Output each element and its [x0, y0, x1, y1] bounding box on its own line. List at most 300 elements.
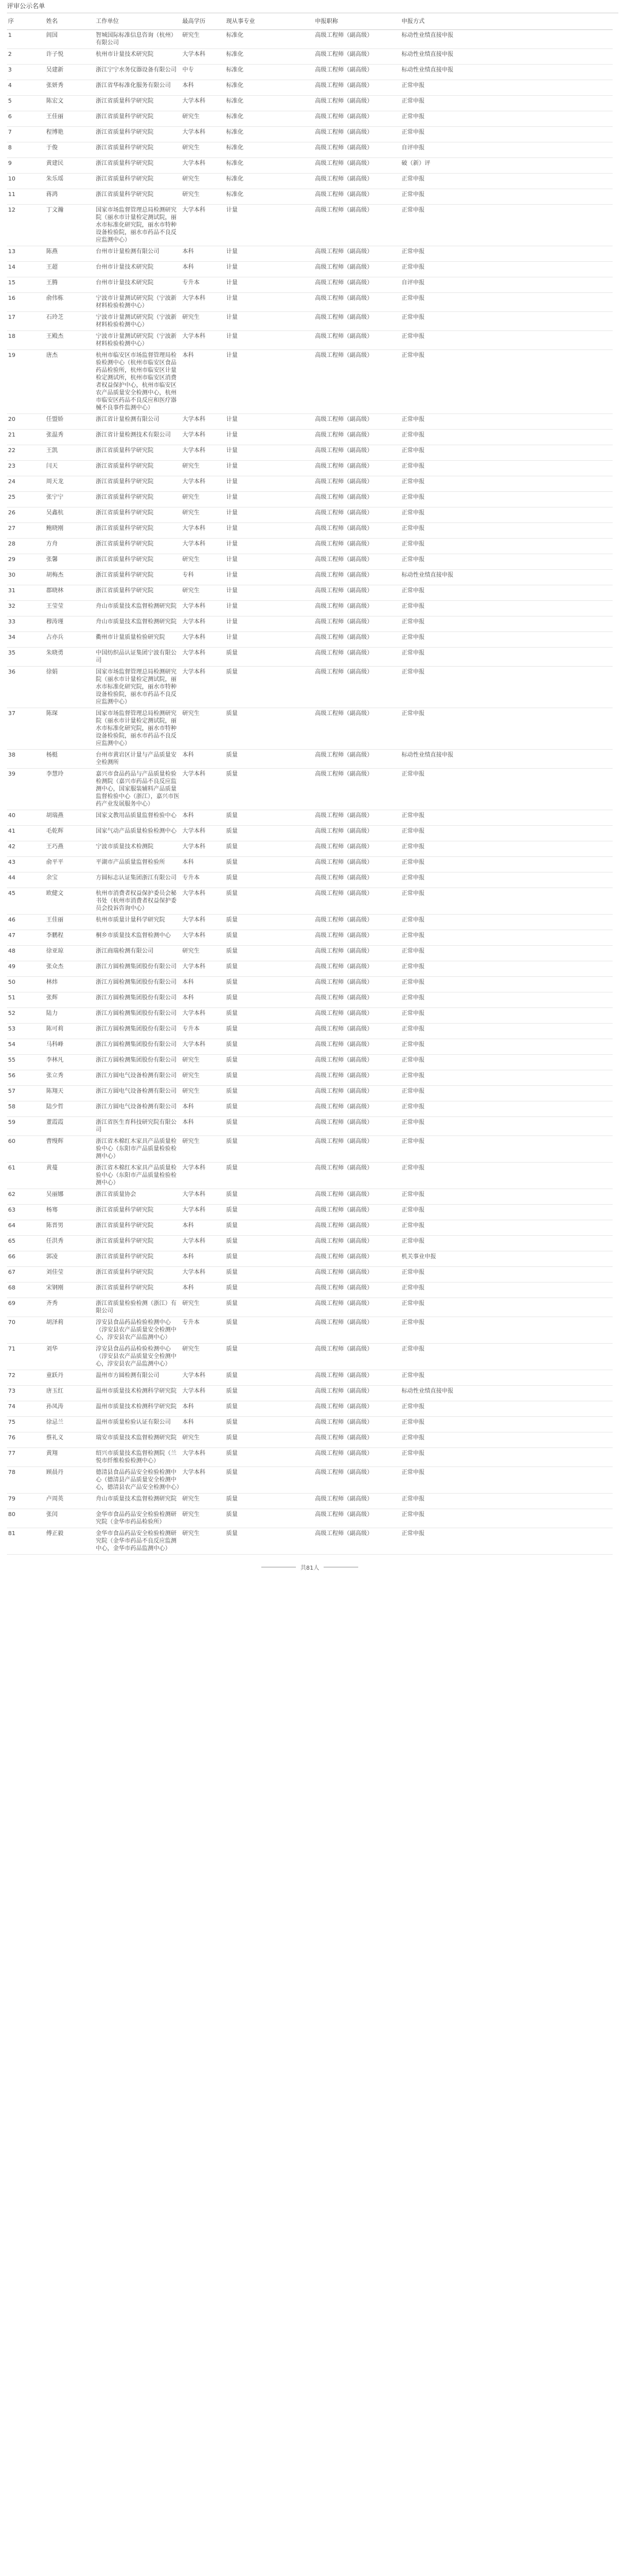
cell-specialty: 质量	[225, 915, 314, 930]
table-row	[7, 507, 613, 523]
cell-employer: 浙江方圆检测集团股份有限公司	[95, 961, 181, 977]
cell-education: 大学本科	[181, 1039, 225, 1055]
cell-index: 79	[7, 1494, 45, 1509]
table-row	[7, 1432, 613, 1448]
table-row	[7, 570, 613, 585]
cell-method: 正常申报	[400, 961, 613, 977]
cell-education: 大学本科	[181, 1448, 225, 1467]
cell-index: 67	[7, 1267, 45, 1283]
cell-employer: 浙江商瑞检测有限公司	[95, 946, 181, 961]
cell-name: 闫天	[45, 461, 95, 476]
cell-specialty: 质量	[225, 1024, 314, 1039]
cell-method: 正常申报	[400, 293, 613, 312]
cell-name: 徐亚琼	[45, 946, 95, 961]
cell-index: 45	[7, 888, 45, 915]
cell-method: 机关事业申报	[400, 1251, 613, 1267]
cell-education: 本科	[181, 750, 225, 769]
cell-index: 64	[7, 1220, 45, 1236]
cell-index: 24	[7, 476, 45, 492]
cell-employer: 浙江省质量科学研究院	[95, 1283, 181, 1298]
cell-index: 10	[7, 174, 45, 189]
col-header-method: 申报方式	[400, 13, 613, 30]
cell-education: 研究生	[181, 554, 225, 570]
total-count: 共81人	[300, 1565, 320, 1571]
cell-name: 陈翔天	[45, 1086, 95, 1101]
table-row	[7, 111, 613, 127]
cell-education: 本科	[181, 1401, 225, 1417]
cell-education: 大学本科	[181, 523, 225, 539]
cell-method: 正常申报	[400, 1070, 613, 1086]
cell-education: 专升本	[181, 1024, 225, 1039]
cell-index: 81	[7, 1528, 45, 1555]
cell-method: 正常申报	[400, 492, 613, 507]
cell-specialty: 质量	[225, 769, 314, 810]
cell-method: 正常申报	[400, 708, 613, 750]
cell-education: 研究生	[181, 142, 225, 158]
cell-title: 高级工程师（副高级）	[314, 1189, 400, 1205]
cell-index: 51	[7, 992, 45, 1008]
cell-method: 正常申报	[400, 174, 613, 189]
cell-education: 研究生	[181, 189, 225, 205]
cell-education: 本科	[181, 1417, 225, 1432]
table-row	[7, 1163, 613, 1189]
cell-title: 高级工程师（副高级）	[314, 277, 400, 293]
cell-specialty: 质量	[225, 841, 314, 857]
cell-title: 高级工程师（副高级）	[314, 1448, 400, 1467]
cell-education: 专科	[181, 570, 225, 585]
cell-index: 72	[7, 1370, 45, 1386]
cell-specialty: 标准化	[225, 111, 314, 127]
cell-employer: 绍兴市质量技术监督检测院（兰悦市纤维检验检测中心）	[95, 1448, 181, 1467]
cell-title: 高级工程师（副高级）	[314, 632, 400, 648]
cell-title: 高级工程师（副高级）	[314, 1163, 400, 1189]
cell-title: 高级工程师（副高级）	[314, 601, 400, 616]
cell-name: 董霞霞	[45, 1117, 95, 1136]
cell-method: 正常申报	[400, 1136, 613, 1163]
cell-education: 大学本科	[181, 476, 225, 492]
table-row	[7, 616, 613, 632]
cell-index: 17	[7, 312, 45, 331]
cell-education: 研究生	[181, 1528, 225, 1555]
table-row	[7, 312, 613, 331]
table-row	[7, 1370, 613, 1386]
cell-specialty: 计量	[225, 205, 314, 246]
cell-name: 陈琛	[45, 708, 95, 750]
cell-name: 俞平平	[45, 857, 95, 873]
cell-employer: 浙江方圆检测集团股份有限公司	[95, 1008, 181, 1024]
table-row	[7, 1267, 613, 1283]
cell-title: 高级工程师（副高级）	[314, 189, 400, 205]
cell-education: 大学本科	[181, 1370, 225, 1386]
cell-employer: 淳安县食品药品检验检测中心（淳安县农产品质量安全检测中心，淳安县农产品监测中心）	[95, 1317, 181, 1344]
table-row	[7, 667, 613, 708]
table-row	[7, 49, 613, 65]
cell-name: 张妍秀	[45, 80, 95, 96]
table-header-row	[7, 13, 613, 30]
cell-specialty: 质量	[225, 1236, 314, 1251]
cell-specialty: 质量	[225, 1317, 314, 1344]
cell-index: 43	[7, 857, 45, 873]
cell-education: 本科	[181, 857, 225, 873]
cell-education: 本科	[181, 1220, 225, 1236]
cell-education: 大学本科	[181, 430, 225, 445]
cell-title: 高级工程师（副高级）	[314, 1494, 400, 1509]
cell-method: 正常申报	[400, 1298, 613, 1317]
cell-specialty: 计量	[225, 293, 314, 312]
cell-method: 正常申报	[400, 414, 613, 430]
cell-name: 李慧玲	[45, 769, 95, 810]
cell-specialty: 计量	[225, 616, 314, 632]
cell-title: 高级工程师（副高级）	[314, 1417, 400, 1432]
cell-index: 47	[7, 930, 45, 946]
cell-education: 大学本科	[181, 841, 225, 857]
cell-employer: 浙江省质量科学研究院	[95, 570, 181, 585]
cell-education: 研究生	[181, 507, 225, 523]
cell-title: 高级工程师（副高级）	[314, 174, 400, 189]
cell-method: 正常申报	[400, 554, 613, 570]
cell-employer: 瑞安市质量技术监督检测研究院	[95, 1432, 181, 1448]
cell-method: 正常申报	[400, 246, 613, 262]
cell-name: 蒋鸿	[45, 189, 95, 205]
cell-specialty: 计量	[225, 539, 314, 554]
cell-index: 26	[7, 507, 45, 523]
cell-employer: 国家市场监督管理总局检测研究院（丽水市计量检定测试院，丽水市标准化研究院，丽水市特种设备检验院，丽水市药品不良反应监测中心）	[95, 667, 181, 708]
cell-title: 高级工程师（副高级）	[314, 1251, 400, 1267]
cell-name: 吴鑫杭	[45, 507, 95, 523]
cell-education: 大学本科	[181, 667, 225, 708]
cell-title: 高级工程师（副高级）	[314, 1086, 400, 1101]
cell-employer: 宁波市计量测试研究院（宁波新材料检验检测中心）	[95, 312, 181, 331]
table-row	[7, 1494, 613, 1509]
cell-education: 大学本科	[181, 49, 225, 65]
cell-title: 高级工程师（副高级）	[314, 1283, 400, 1298]
cell-name: 张温秀	[45, 430, 95, 445]
cell-specialty: 标准化	[225, 49, 314, 65]
cell-specialty: 计量	[225, 350, 314, 414]
cell-title: 高级工程师（副高级）	[314, 750, 400, 769]
cell-index: 14	[7, 262, 45, 277]
cell-title: 高级工程师（副高级）	[314, 915, 400, 930]
cell-specialty: 计量	[225, 246, 314, 262]
cell-employer: 桐乡市质量技术监督检测中心	[95, 930, 181, 946]
cell-index: 73	[7, 1386, 45, 1401]
cell-method: 正常申报	[400, 523, 613, 539]
cell-method: 正常申报	[400, 930, 613, 946]
table-row	[7, 127, 613, 142]
cell-method: 正常申报	[400, 205, 613, 246]
cell-specialty: 质量	[225, 930, 314, 946]
cell-name: 丁文瀚	[45, 205, 95, 246]
cell-education: 本科	[181, 1283, 225, 1298]
cell-index: 57	[7, 1086, 45, 1101]
cell-employer: 浙江省质量科学研究院	[95, 523, 181, 539]
cell-name: 任洪秀	[45, 1236, 95, 1251]
cell-education: 专升本	[181, 873, 225, 888]
cell-name: 周天龙	[45, 476, 95, 492]
cell-employer: 金华市食品药品安全检验检测研究院（金华市药品不良反应监测中心，金华市药品监测中心）	[95, 1528, 181, 1555]
cell-employer: 宁波市计量测试研究院（宁波新材料检验检测中心）	[95, 293, 181, 312]
cell-title: 高级工程师（副高级）	[314, 1298, 400, 1317]
cell-title: 高级工程师（副高级）	[314, 1401, 400, 1417]
cell-index: 70	[7, 1317, 45, 1344]
cell-name: 刘华	[45, 1344, 95, 1370]
cell-employer: 德清县食品药品安全检验检测中心（德清县产品质量安全检测中心，德清县农产品安全检测中心）	[95, 1467, 181, 1494]
cell-title: 高级工程师（副高级）	[314, 708, 400, 750]
cell-name: 俞伟栋	[45, 293, 95, 312]
cell-index: 6	[7, 111, 45, 127]
table-row	[7, 1417, 613, 1432]
cell-title: 高级工程师（副高级）	[314, 1236, 400, 1251]
cell-specialty: 标准化	[225, 142, 314, 158]
cell-method: 正常申报	[400, 96, 613, 111]
cell-index: 40	[7, 810, 45, 826]
table-row	[7, 769, 613, 810]
cell-method: 正常申报	[400, 585, 613, 601]
cell-index: 4	[7, 80, 45, 96]
cell-title: 高级工程师（副高级）	[314, 1055, 400, 1070]
cell-specialty: 质量	[225, 1528, 314, 1555]
table-row	[7, 1528, 613, 1555]
table-row	[7, 476, 613, 492]
cell-education: 研究生	[181, 461, 225, 476]
cell-index: 78	[7, 1467, 45, 1494]
cell-title: 高级工程师（副高级）	[314, 205, 400, 246]
cell-title: 高级工程师（副高级）	[314, 841, 400, 857]
cell-name: 陆力	[45, 1008, 95, 1024]
cell-index: 35	[7, 648, 45, 667]
cell-education: 大学本科	[181, 414, 225, 430]
cell-index: 9	[7, 158, 45, 174]
cell-education: 研究生	[181, 1494, 225, 1509]
cell-index: 76	[7, 1432, 45, 1448]
cell-method: 正常申报	[400, 1117, 613, 1136]
cell-specialty: 质量	[225, 1386, 314, 1401]
table-row	[7, 189, 613, 205]
cell-name: 陈晋男	[45, 1220, 95, 1236]
cell-index: 16	[7, 293, 45, 312]
cell-index: 8	[7, 142, 45, 158]
cell-education: 本科	[181, 350, 225, 414]
cell-specialty: 计量	[225, 476, 314, 492]
table-row	[7, 1344, 613, 1370]
table-row	[7, 205, 613, 246]
table-row	[7, 915, 613, 930]
cell-index: 54	[7, 1039, 45, 1055]
cell-title: 高级工程师（副高级）	[314, 769, 400, 810]
cell-specialty: 质量	[225, 1448, 314, 1467]
cell-specialty: 质量	[225, 1008, 314, 1024]
cell-method: 正常申报	[400, 1163, 613, 1189]
table-row	[7, 96, 613, 111]
table-row	[7, 632, 613, 648]
table-row	[7, 65, 613, 80]
cell-employer: 浙江方圆电气设备检测有限公司	[95, 1070, 181, 1086]
table-row	[7, 142, 613, 158]
cell-method: 正常申报	[400, 810, 613, 826]
table-row	[7, 1055, 613, 1070]
cell-title: 高级工程师（副高级）	[314, 492, 400, 507]
cell-title: 高级工程师（副高级）	[314, 49, 400, 65]
cell-name: 童跃丹	[45, 1370, 95, 1386]
table-row	[7, 1189, 613, 1205]
cell-education: 研究生	[181, 1432, 225, 1448]
cell-specialty: 质量	[225, 1344, 314, 1370]
cell-name: 方舟	[45, 539, 95, 554]
cell-title: 高级工程师（副高级）	[314, 539, 400, 554]
cell-title: 高级工程师（副高级）	[314, 1528, 400, 1555]
cell-specialty: 计量	[225, 523, 314, 539]
cell-name: 欧健文	[45, 888, 95, 915]
table-row	[7, 554, 613, 570]
cell-title: 高级工程师（副高级）	[314, 262, 400, 277]
cell-method: 正常申报	[400, 1205, 613, 1220]
cell-name: 刘佳莹	[45, 1267, 95, 1283]
cell-education: 大学本科	[181, 96, 225, 111]
col-header-specialty: 现从事专业	[225, 13, 314, 30]
cell-title: 高级工程师（副高级）	[314, 648, 400, 667]
cell-specialty: 质量	[225, 1189, 314, 1205]
table-row	[7, 539, 613, 554]
cell-title: 高级工程师（副高级）	[314, 961, 400, 977]
table-row	[7, 246, 613, 262]
cell-index: 46	[7, 915, 45, 930]
cell-name: 胡梅杰	[45, 570, 95, 585]
cell-education: 本科	[181, 262, 225, 277]
col-header-title: 申报职称	[314, 13, 400, 30]
cell-employer: 浙江省计量检测技术有限公司	[95, 430, 181, 445]
cell-specialty: 质量	[225, 708, 314, 750]
cell-name: 黄建民	[45, 158, 95, 174]
cell-name: 马科峰	[45, 1039, 95, 1055]
cell-index: 18	[7, 331, 45, 350]
cell-specialty: 质量	[225, 1163, 314, 1189]
cell-index: 11	[7, 189, 45, 205]
cell-employer: 舟山市质量技术监督检测研究院	[95, 616, 181, 632]
cell-employer: 浙江省计量检测有限公司	[95, 414, 181, 430]
cell-employer: 杭州市消费者权益保护委员会秘书处（杭州市消费者权益保护委员会投诉咨询中心）	[95, 888, 181, 915]
cell-title: 高级工程师（副高级）	[314, 350, 400, 414]
cell-specialty: 计量	[225, 277, 314, 293]
cell-title: 高级工程师（副高级）	[314, 507, 400, 523]
cell-specialty: 质量	[225, 1136, 314, 1163]
cell-specialty: 计量	[225, 570, 314, 585]
cell-education: 大学本科	[181, 616, 225, 632]
cell-method: 正常申报	[400, 992, 613, 1008]
cell-name: 陈宏文	[45, 96, 95, 111]
table-row	[7, 1283, 613, 1298]
cell-employer: 衢州市计量质量检验研究院	[95, 632, 181, 648]
cell-education: 大学本科	[181, 445, 225, 461]
cell-method: 正常申报	[400, 1039, 613, 1055]
table-row	[7, 414, 613, 430]
cell-specialty: 质量	[225, 888, 314, 915]
cell-employer: 浙江省质量科学研究院	[95, 1205, 181, 1220]
table-row	[7, 1101, 613, 1117]
table-row	[7, 445, 613, 461]
cell-title: 高级工程师（副高级）	[314, 1039, 400, 1055]
cell-index: 21	[7, 430, 45, 445]
cell-employer: 国家文教用品质量监督检验中心	[95, 810, 181, 826]
cell-method: 正常申报	[400, 189, 613, 205]
cell-name: 杨梃	[45, 750, 95, 769]
cell-employer: 台州市计量技术研究院	[95, 262, 181, 277]
cell-name: 任盟娇	[45, 414, 95, 430]
cell-title: 高级工程师（副高级）	[314, 30, 400, 49]
cell-employer: 浙江省质量科学研究院	[95, 111, 181, 127]
cell-method: 正常申报	[400, 1448, 613, 1467]
cell-specialty: 质量	[225, 1117, 314, 1136]
cell-employer: 浙江省质量科学研究院	[95, 1267, 181, 1283]
cell-name: 张辉	[45, 992, 95, 1008]
cell-education: 研究生	[181, 1055, 225, 1070]
cell-title: 高级工程师（副高级）	[314, 1509, 400, 1528]
cell-method: 正常申报	[400, 539, 613, 554]
cell-name: 王超	[45, 262, 95, 277]
cell-employer: 台州市计量技术研究院	[95, 277, 181, 293]
table-row	[7, 1251, 613, 1267]
cell-specialty: 质量	[225, 873, 314, 888]
cell-method: 正常申报	[400, 1344, 613, 1370]
table-row	[7, 1298, 613, 1317]
cell-index: 69	[7, 1298, 45, 1317]
cell-specialty: 计量	[225, 414, 314, 430]
cell-employer: 浙江省质量科学研究院	[95, 142, 181, 158]
cell-index: 52	[7, 1008, 45, 1024]
table-row	[7, 1008, 613, 1024]
cell-name: 张宁宁	[45, 492, 95, 507]
cell-name: 卢周英	[45, 1494, 95, 1509]
table-row	[7, 961, 613, 977]
cell-specialty: 质量	[225, 826, 314, 841]
cell-education: 专升本	[181, 277, 225, 293]
cell-index: 71	[7, 1344, 45, 1370]
cell-education: 本科	[181, 810, 225, 826]
cell-education: 大学本科	[181, 826, 225, 841]
cell-specialty: 质量	[225, 810, 314, 826]
cell-name: 张馨	[45, 554, 95, 570]
cell-employer: 浙江省质量科学研究院	[95, 445, 181, 461]
cell-employer: 中国纺织品认证集团宁波有限公司	[95, 648, 181, 667]
table-row	[7, 601, 613, 616]
cell-index: 20	[7, 414, 45, 430]
cell-name: 唐杰	[45, 350, 95, 414]
cell-method: 正常申报	[400, 857, 613, 873]
cell-name: 石玲芝	[45, 312, 95, 331]
cell-specialty: 质量	[225, 648, 314, 667]
cell-employer: 杭州市临安区市场监督管理局检验检测中心（杭州市临安区食品药品检验所，杭州市临安区计量检定测试所，杭州市临安区消费者权益保护中心，杭州市临安区农产品质量安全检测中心，杭州市临安区药品不良反应和医疗器械不良事件监测中心）	[95, 350, 181, 414]
cell-specialty: 质量	[225, 1070, 314, 1086]
roster-table	[7, 13, 613, 1555]
cell-specialty: 质量	[225, 1267, 314, 1283]
cell-name: 郭凌	[45, 1251, 95, 1267]
cell-name: 王腾	[45, 277, 95, 293]
cell-specialty: 质量	[225, 1086, 314, 1101]
table-row	[7, 1070, 613, 1086]
cell-education: 大学本科	[181, 158, 225, 174]
table-row	[7, 80, 613, 96]
cell-education: 研究生	[181, 1509, 225, 1528]
cell-specialty: 质量	[225, 1101, 314, 1117]
cell-employer: 温州市方圆检测有限公司	[95, 1370, 181, 1386]
cell-education: 大学本科	[181, 888, 225, 915]
cell-name: 黄蔓	[45, 1163, 95, 1189]
cell-employer: 浙江方圆检测集团股份有限公司	[95, 1055, 181, 1070]
cell-name: 占亦兵	[45, 632, 95, 648]
cell-specialty: 计量	[225, 554, 314, 570]
cell-index: 60	[7, 1136, 45, 1163]
cell-specialty: 质量	[225, 961, 314, 977]
cell-education: 大学本科	[181, 930, 225, 946]
